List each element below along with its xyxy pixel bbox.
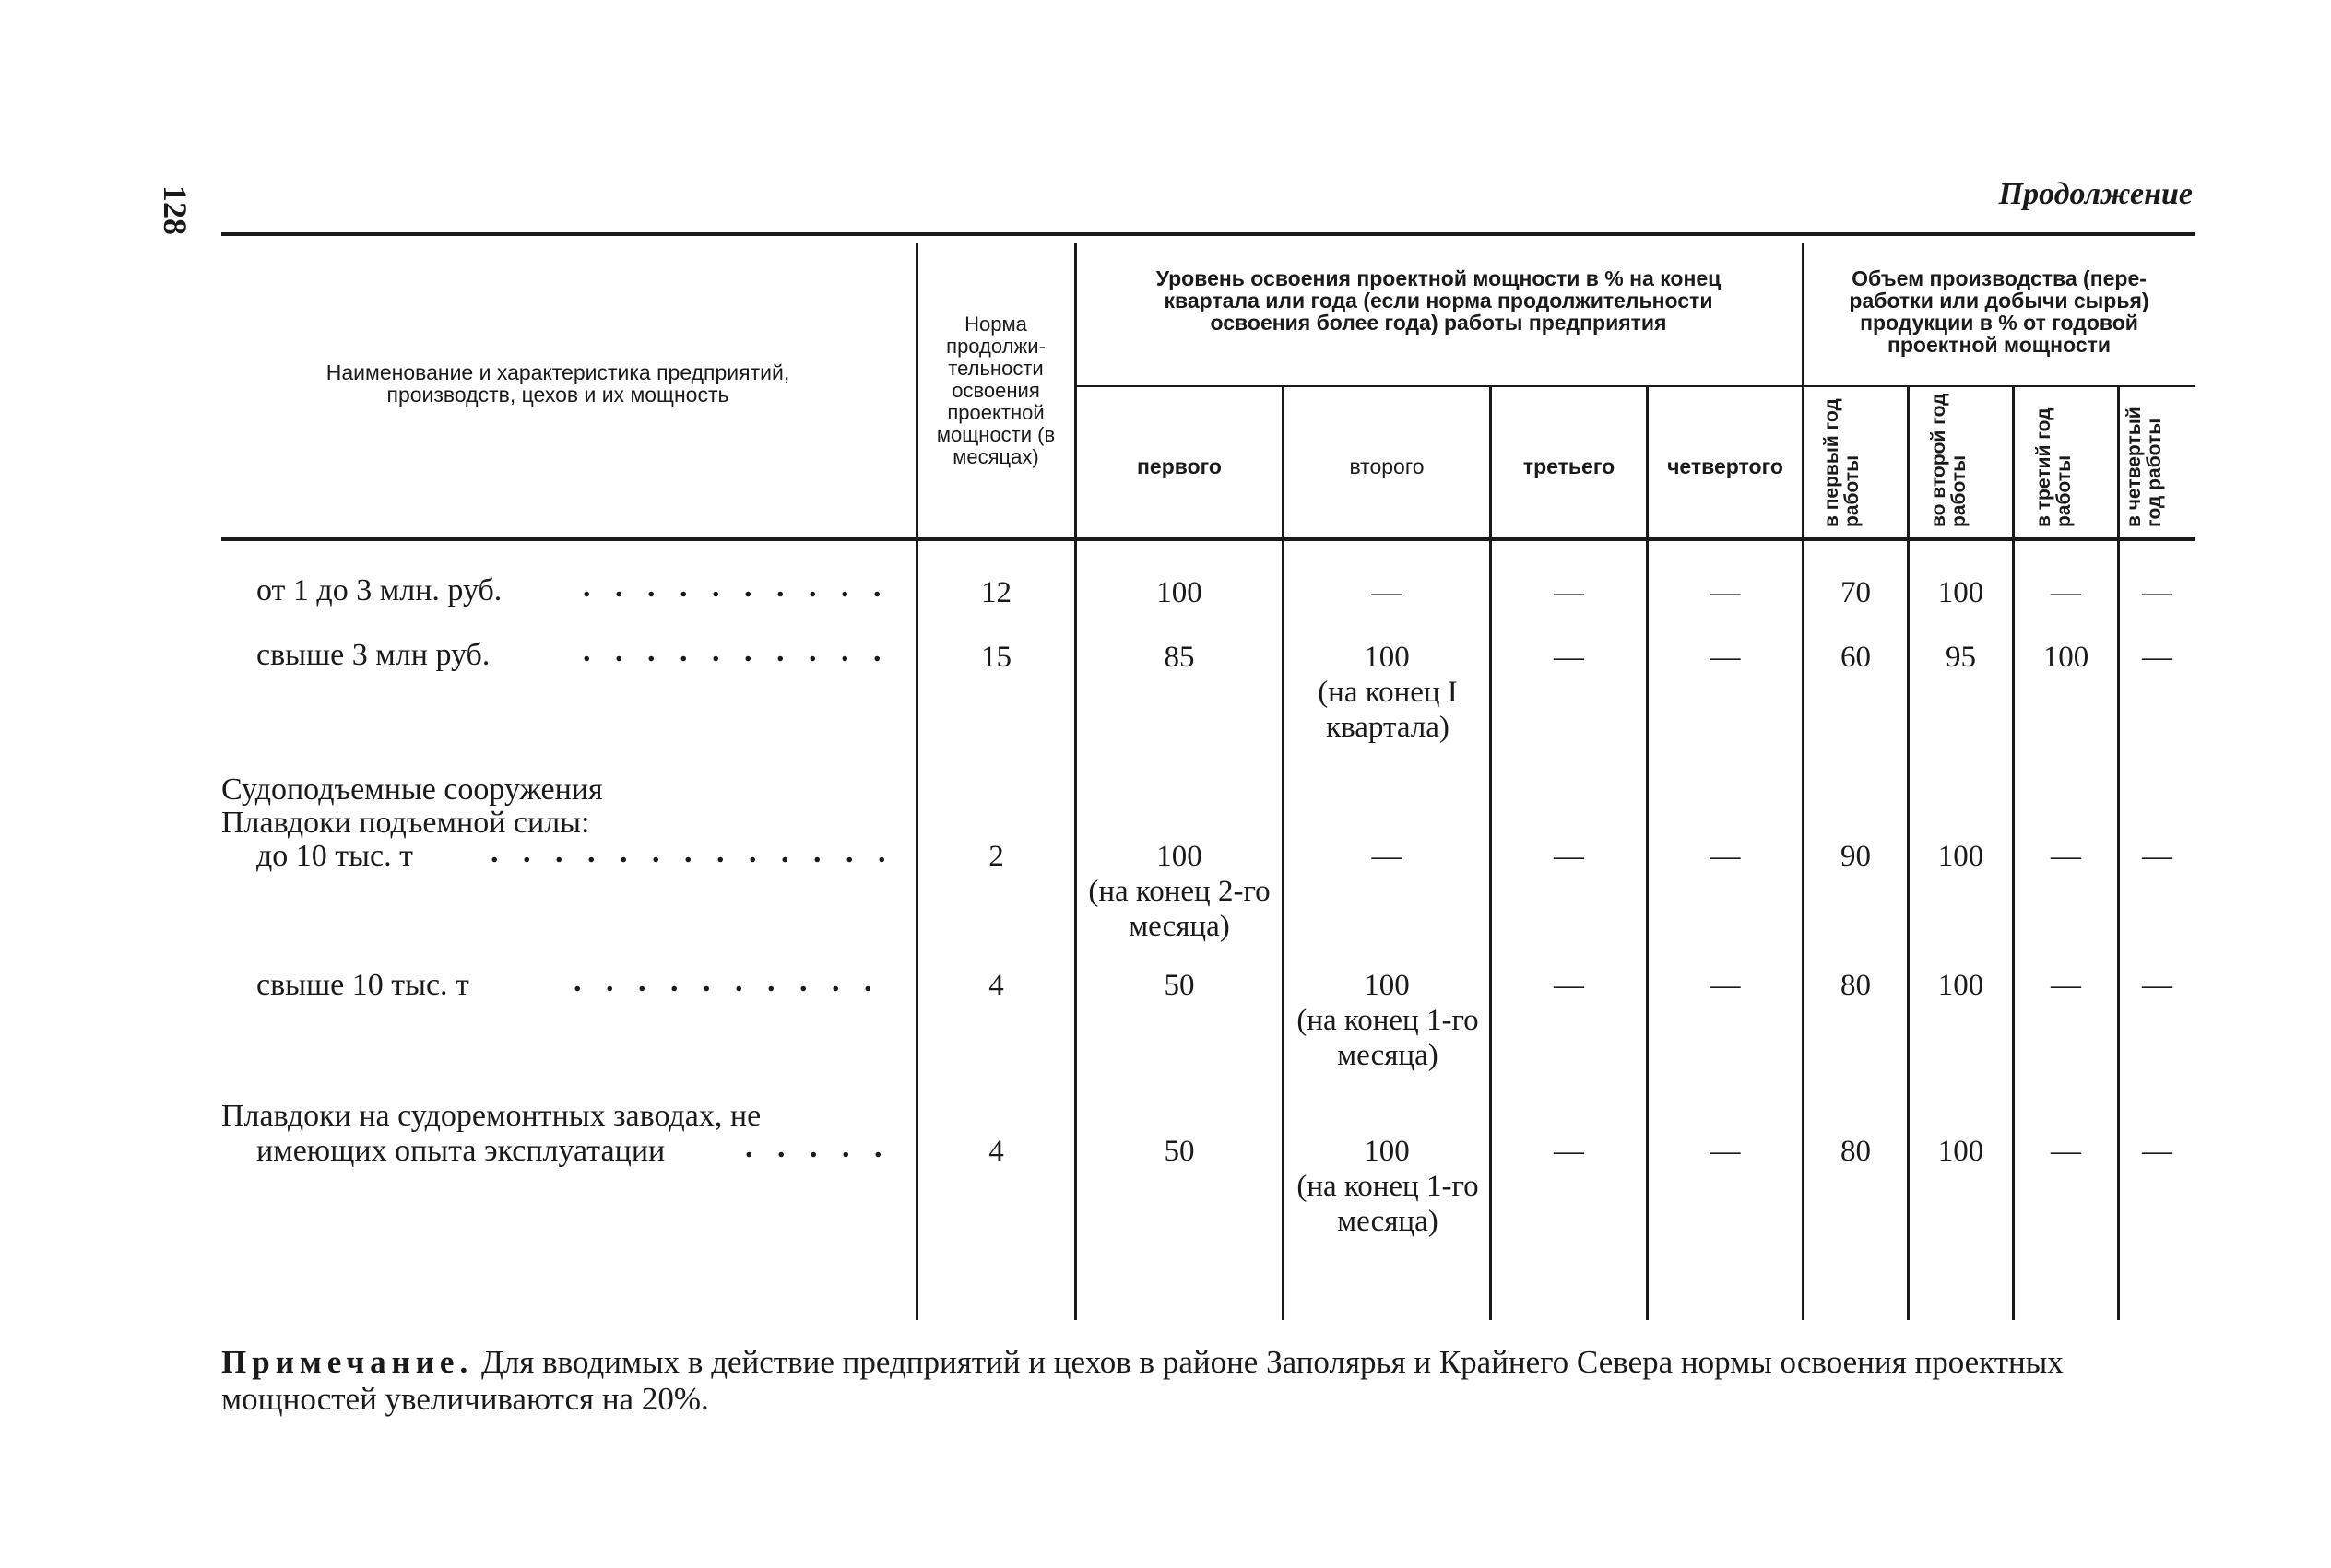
cell-y1: 80 bbox=[1840, 1135, 1871, 1168]
row-name-line2: имеющих опыта эксплуатации bbox=[256, 1134, 666, 1168]
header-level-group: Уровень освоения проектной мощности в % на конец квартала или года (если норма продолжительности освоения более года) работы предприятия bbox=[1155, 266, 1722, 335]
cell-q2-note: (на конец I квартала) bbox=[1318, 676, 1458, 744]
cell-y2: 95 bbox=[1946, 641, 1976, 674]
cell-q2: 100 bbox=[1364, 1135, 1410, 1168]
row-name: свыше 10 тыс. т bbox=[256, 968, 469, 1002]
cell-q3: — bbox=[1554, 641, 1584, 674]
row-name-line1: Плавдоки на судоремонтных заводах, не bbox=[221, 1099, 762, 1133]
cell-y3: — bbox=[2051, 840, 2081, 873]
cell-q1-note: (на конец 2-го месяца) bbox=[1088, 875, 1271, 943]
cell-q4: — bbox=[1710, 840, 1741, 873]
cell-q2: — bbox=[1371, 840, 1402, 873]
cell-q2: — bbox=[1371, 576, 1402, 609]
dot-leader: . . . . . . . . . . bbox=[583, 570, 890, 604]
header-bottom-rule bbox=[221, 537, 2195, 541]
cell-y2: 100 bbox=[1937, 969, 1984, 1002]
header-norm: Норма продолжительности освоения проектной мощности (в месяцах) bbox=[936, 312, 1056, 468]
cell-y2: 100 bbox=[1937, 840, 1984, 873]
continuation-label: Продолжение bbox=[1998, 177, 2193, 211]
cell-y3: — bbox=[2051, 576, 2081, 609]
cell-y2: 100 bbox=[1937, 1135, 1984, 1168]
cell-y1: 80 bbox=[1840, 969, 1871, 1002]
cell-q1: 50 bbox=[1164, 969, 1195, 1002]
cell-y4: — bbox=[2142, 576, 2172, 609]
cell-q4: — bbox=[1710, 576, 1741, 609]
section-title: Судоподъемные сооружения bbox=[221, 772, 603, 807]
cell-q2: 100 bbox=[1364, 969, 1410, 1002]
group-volume-rule bbox=[1804, 385, 2195, 387]
cell-q2-note: (на конец 1-го месяца) bbox=[1296, 1170, 1479, 1238]
header-volume-year4-label: в четвертый год работы bbox=[2124, 407, 2165, 527]
cell-q3: — bbox=[1554, 576, 1584, 609]
cell-norm: 2 bbox=[988, 840, 1004, 873]
cell-y2: 100 bbox=[1937, 576, 1984, 609]
header-level-third: третьего bbox=[1522, 454, 1615, 478]
cell-y1: 60 bbox=[1840, 641, 1871, 674]
cell-norm: 12 bbox=[981, 576, 1012, 609]
footnote-lead: Примечание. bbox=[221, 1344, 474, 1380]
row-name: от 1 до 3 млн. руб. bbox=[256, 573, 503, 607]
header-volume-year2-label: во второй год работы bbox=[1928, 393, 1970, 527]
cell-y3: 100 bbox=[2042, 641, 2089, 674]
subsection-title: Плавдоки подъемной силы: bbox=[221, 806, 590, 840]
cell-y4: — bbox=[2142, 840, 2172, 873]
cell-y3: — bbox=[2051, 1135, 2081, 1168]
footnote bbox=[221, 1344, 2195, 1418]
table-top-rule bbox=[221, 232, 2195, 236]
cell-y4: — bbox=[2142, 1135, 2172, 1168]
cell-y4: — bbox=[2142, 969, 2172, 1002]
dot-leader: . . . . . . . . . . . . . bbox=[491, 835, 894, 869]
cell-q2-note: (на конец 1-го месяца) bbox=[1296, 1004, 1479, 1072]
header-volume-year3-label: в третий год работы bbox=[2033, 407, 2075, 527]
cell-q1: 85 bbox=[1164, 641, 1195, 674]
cell-y1: 70 bbox=[1840, 576, 1871, 609]
footnote-text: Для вводимых в действие предприятий и цехов в районе Заполярья и Крайнего Севера нормы освоения проектных мощностей увеличиваются на 20%. bbox=[221, 1344, 2064, 1417]
header-name: Наименование и характеристика предприятий, производств, цехов и их мощность bbox=[325, 360, 790, 407]
cell-y1: 90 bbox=[1840, 840, 1871, 873]
cell-q2: 100 bbox=[1364, 641, 1410, 674]
page-number: 128 bbox=[157, 185, 194, 235]
cell-q3: — bbox=[1554, 840, 1584, 873]
cell-q1: 50 bbox=[1164, 1135, 1195, 1168]
cell-norm: 15 bbox=[981, 641, 1012, 674]
cell-q4: — bbox=[1710, 1135, 1741, 1168]
cell-q1: 100 bbox=[1156, 840, 1202, 873]
cell-q3: — bbox=[1554, 969, 1584, 1002]
cell-q4: — bbox=[1710, 969, 1741, 1002]
dot-leader: . . . . . . . . . . bbox=[574, 964, 881, 998]
header-level-second: второго bbox=[1349, 454, 1425, 478]
cell-q3: — bbox=[1554, 1135, 1584, 1168]
dot-leader: . . . . . bbox=[745, 1130, 891, 1164]
cell-y4: — bbox=[2142, 641, 2172, 674]
dot-leader: . . . . . . . . . . bbox=[583, 634, 890, 668]
header-volume-year1-label: в первый год работы bbox=[1821, 398, 1863, 527]
header-level-fourth: четвертого bbox=[1667, 454, 1783, 478]
cell-norm: 4 bbox=[988, 1135, 1004, 1168]
header-level-first: первого bbox=[1137, 454, 1222, 478]
row-name: до 10 тыс. т bbox=[256, 839, 413, 873]
cell-q1: 100 bbox=[1156, 576, 1202, 609]
cell-y3: — bbox=[2051, 969, 2081, 1002]
group-level-rule bbox=[1076, 385, 1804, 387]
row-name: свыше 3 млн руб. bbox=[256, 638, 491, 672]
cell-q4: — bbox=[1710, 641, 1741, 674]
cell-norm: 4 bbox=[988, 969, 1004, 1002]
header-volume-group: Объем производства (переработки или добычи сырья) продукции в % от годовой проектной мощности bbox=[1849, 266, 2149, 357]
